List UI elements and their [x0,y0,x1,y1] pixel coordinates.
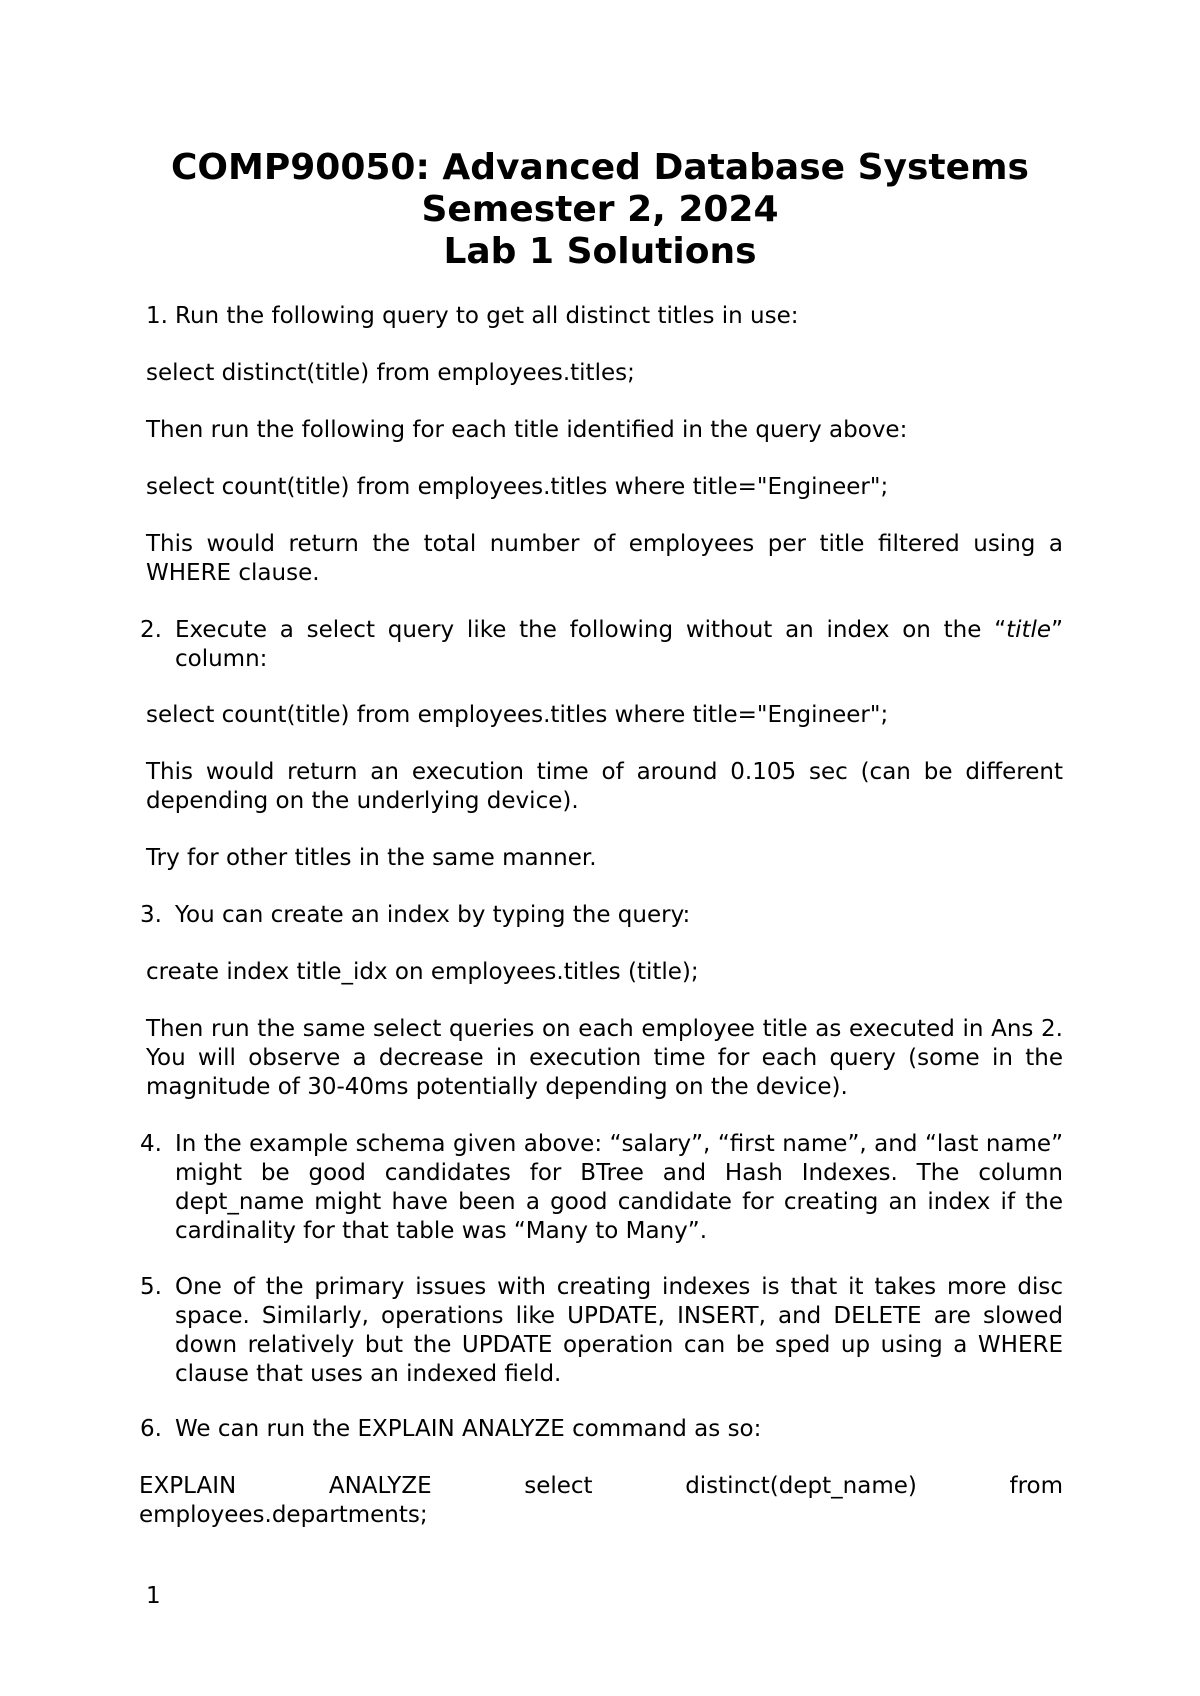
q2-result-text: This would return an execution time of around 0.105 sec (can be different depending on the underlying device). [146,759,1063,814]
q6-query-word: EXPLAIN [139,1473,237,1499]
q1-then-text: Then run the following for each title identified in the query above: [146,417,908,443]
q2-text-after: ” column: [175,617,1063,672]
q2-text-before: Execute a select query like the following without an index on the “ [175,617,1007,643]
course-title: COMP90050: Advanced Database Systems [171,147,1029,188]
q2-try-text: Try for other titles in the same manner. [146,845,597,871]
q5-text: One of the primary issues with creating indexes is that it takes more disc space. Similarly, operations like UPDATE, INSERT, and DELETE are slowed down relatively but the UPDATE operation can be sped up using a WHERE clause that uses an indexed field. [175,1274,1063,1387]
q6-query-word: select [524,1473,593,1499]
q6-query-line2: employees.departments; [139,1502,428,1528]
page-number: 1 [146,1583,161,1609]
q6-text: We can run the EXPLAIN ANALYZE command as so: [175,1416,762,1442]
q4-number: 4. [140,1131,162,1157]
q4-text: In the example schema given above: “salary”, “first name”, and “last name” might be good candidates for BTree and Hash Indexes. The column dept_name might have been a good candidate for creating an index if the cardinality for that table was “Many to Many”. [175,1131,1063,1244]
q1-number: 1. [146,303,168,329]
q2-query: select count(title) from employees.titles where title="Engineer"; [146,702,889,728]
q6-query-word: ANALYZE [328,1473,432,1499]
lab-title: Lab 1 Solutions [443,231,757,272]
q1-intro: Run the following query to get all distinct titles in use: [175,303,799,329]
q3-result-text: Then run the same select queries on each employee title as executed in Ans 2. You will observe a decrease in execution time for each query (some in the magnitude of 30-40ms potentially depending on the device). [146,1016,1063,1100]
q6-query-word: from [1009,1473,1063,1499]
q2-text [175,616,1063,674]
q6-query-line1 [139,1472,1063,1501]
q6-query-word: distinct(dept_name) [685,1473,917,1499]
semester-title: Semester 2, 2024 [421,189,779,230]
q3-text: You can create an index by typing the query: [175,902,691,928]
q6-number: 6. [140,1416,162,1442]
q5-number: 5. [140,1274,162,1300]
q1-query-count: select count(title) from employees.titles where title="Engineer"; [146,474,889,500]
q2-text-emphasis: title [1006,617,1052,643]
q3-query: create index title_idx on employees.titles (title); [146,959,699,985]
q2-number: 2. [140,617,162,643]
q1-result-text: This would return the total number of employees per title filtered using a WHERE clause. [146,531,1063,586]
q3-number: 3. [140,902,162,928]
q1-query-distinct: select distinct(title) from employees.titles; [146,360,635,386]
